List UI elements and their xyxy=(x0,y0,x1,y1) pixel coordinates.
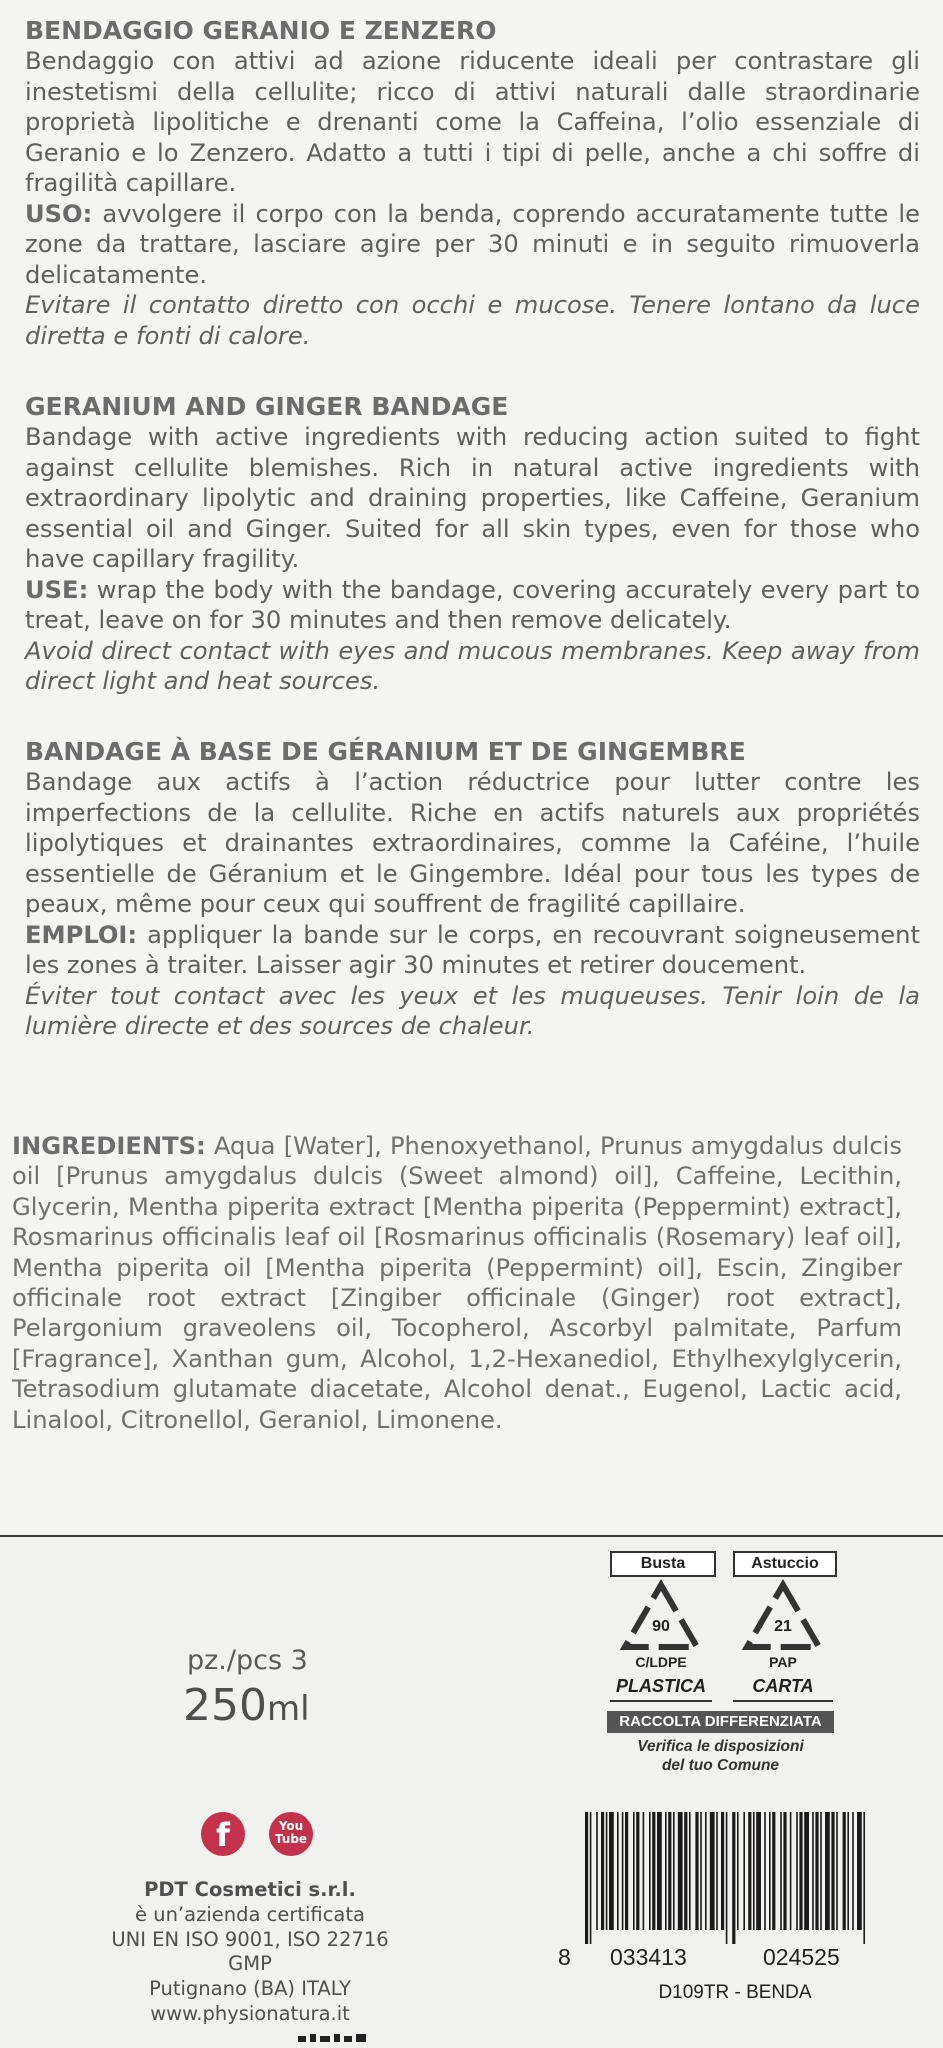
barcode-right-group: 024525 xyxy=(763,1944,840,1970)
english-description: Bandage with active ingredients with reducing action suited to fight against cellulite blemishes. Rich in natural active ingredients with extraordinary lipolytic and draining properties, like Caffeine, Geranium essential oil and Ginger. Suited for all skin types, even for those who have capillary fragility. xyxy=(25,423,920,573)
bag-number: 90 xyxy=(652,1618,670,1635)
bag-material: PLASTICA xyxy=(616,1676,706,1696)
pieces-count: pz./pcs 3 xyxy=(187,1645,308,1676)
ingredients-list xyxy=(12,1131,902,1435)
english-warning: Avoid direct contact with eyes and mucous membranes. Keep away from direct light and heat sources. xyxy=(25,636,920,695)
italian-title: BENDAGGIO GERANIO E ZENZERO xyxy=(25,16,497,45)
recycle-triangle-icon xyxy=(619,1579,703,1653)
municipality-note-line2: del tuo Comune xyxy=(661,1757,780,1774)
box-material: CARTA xyxy=(752,1676,814,1696)
bag-code: C/LDPE xyxy=(635,1654,687,1670)
italian-warning: Evitare il contatto diretto con occhi e mucose. Tenere lontano da luce diretta e fonti di calore. xyxy=(25,291,920,350)
company-name: PDT Cosmetici s.r.l. xyxy=(144,1878,356,1901)
french-title: BANDAGE À BASE DE GÉRANIUM ET DE GINGEMBRE xyxy=(25,737,746,766)
company-line2: UNI EN ISO 9001, ISO 22716 GMP xyxy=(111,1927,389,1976)
box-number: 21 xyxy=(774,1618,792,1635)
italian-usage xyxy=(25,199,920,291)
english-usage xyxy=(25,575,920,636)
italian-description: Bendaggio con attivi ad azione riducente ideali per contrastare gli inestetismi della cellulite; ricco di attivi naturali dalle straordinarie proprietà lipolitiche e drenanti come la Caffeina, l’olio essenziale di Geranio e lo Zenzero. Adatto a tutti i tipi di pelle, anche a chi soffre di fragilità capillare. xyxy=(25,47,920,197)
english-usage-text: wrap the body with the bandage, covering accurately every part to treat, leave on for 30 minutes and then remove delicately. xyxy=(25,575,920,634)
french-usage-label: EMPLOI: xyxy=(25,920,138,949)
facebook-glyph: f xyxy=(216,1816,230,1854)
recycle-triangle-icon xyxy=(741,1579,825,1653)
municipality-note xyxy=(607,1737,834,1775)
box-label: Astuccio xyxy=(733,1551,837,1577)
french-usage xyxy=(25,920,920,981)
italian-section xyxy=(25,16,920,351)
volume-value: 250 xyxy=(183,1680,267,1731)
french-warning: Éviter tout contact avec les yeux et les muqueuses. Tenir loin de la lumière directe et des sources de chaleur. xyxy=(25,981,920,1040)
box-underline xyxy=(733,1700,833,1702)
italian-usage-label: USO: xyxy=(25,199,93,228)
french-usage-text: appliquer la bande sur le corps, en recouvrant soigneusement les zones à traiter. Laisser agir 30 minutes et retirer doucement. xyxy=(25,920,920,979)
bag-label: Busta xyxy=(610,1551,716,1577)
volume-unit: ml xyxy=(266,1689,310,1729)
youtube-line1: You xyxy=(278,1819,304,1833)
ingredients-label: INGREDIENTS: xyxy=(12,1132,206,1160)
company-line3: Putignano (BA) ITALY xyxy=(149,1977,351,2001)
barcode-left-group: 033413 xyxy=(610,1944,687,1970)
product-code: D109TR - BENDA xyxy=(658,1982,812,2003)
box-code: PAP xyxy=(769,1654,797,1670)
bag-underline xyxy=(610,1700,712,1702)
cut-mark-stub xyxy=(298,2034,370,2042)
english-section xyxy=(25,392,920,697)
french-section xyxy=(25,737,920,1042)
barcode-first-digit: 8 xyxy=(558,1944,571,1970)
french-description: Bandage aux actifs à l’action réductrice pour lutter contre les imperfections de la cellulite. Riche en actifs naturels aux propriétés lipolytiques et drainantes extraordinaires, comme la Caféine, l’huile essentielle de Géranium et le Gingembre. Idéal pour tous les types de peaux, même pour ceux qui souffrent de fragilité capillaire. xyxy=(25,768,920,918)
italian-usage-text: avvolgere il corpo con la benda, coprendo accuratamente tutte le zone da trattare, lasciare agire per 30 minuti e in seguito rimuoverla delicatamente. xyxy=(25,199,920,289)
ingredients-text: Aqua [Water], Phenoxyethanol, Prunus amygdalus dulcis oil [Prunus amygdalus dulcis (Sweet almond) oil], Caffeine, Lecithin, Glycerin, Mentha piperita extract [Mentha piperita (Peppermint) extract], Rosmarinus officinalis leaf oil [Rosmarinus officinalis (Rosemary) leaf oil], Mentha piperita oil [Mentha piperita (Peppermint) oil], Escin, Zingiber officinale root extract [Zingiber officinale (Ginger) root extract], Pelargonium graveolens oil, Tocopherol, Ascorbyl palmitate, Parfum [Fragrance], Xanthan gum, Alcohol, 1,2-Hexanediol, Ethylhexylglycerin, Tetrasodium glutamate diacetate, Alcohol denat., Eugenol, Lactic acid, Linalool, Citronellol, Geraniol, Limonene. xyxy=(12,1132,902,1434)
municipality-note-line1: Verifica le disposizioni xyxy=(637,1738,804,1755)
volume xyxy=(183,1680,310,1731)
company-line1: è un’azienda certificata xyxy=(135,1902,365,1926)
youtube-icon[interactable] xyxy=(269,1812,313,1856)
facebook-icon[interactable] xyxy=(201,1812,245,1856)
company-website[interactable]: www.physionatura.it xyxy=(150,2001,350,2025)
company-info xyxy=(100,1878,400,2027)
english-usage-label: USE: xyxy=(25,575,89,604)
separate-collection-banner: RACCOLTA DIFFERENZIATA xyxy=(607,1711,834,1733)
youtube-line2: Tube xyxy=(274,1832,308,1846)
english-title: GERANIUM AND GINGER BANDAGE xyxy=(25,392,509,421)
barcode-image xyxy=(583,1812,871,1944)
